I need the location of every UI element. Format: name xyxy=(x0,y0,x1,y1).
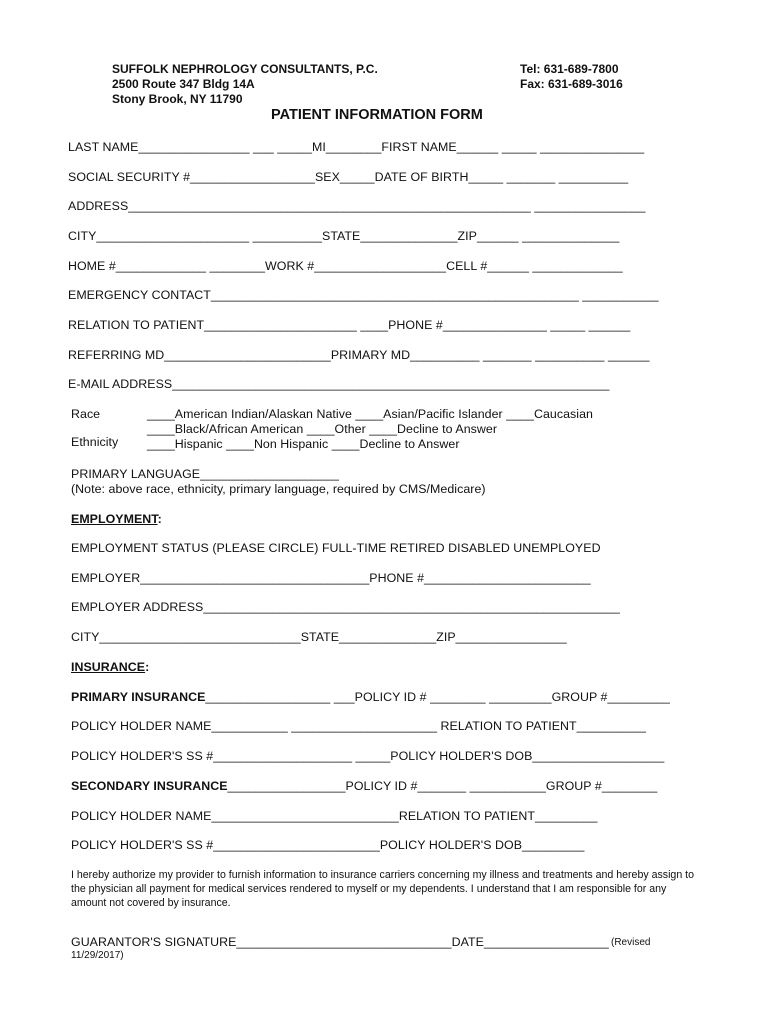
primary-holder-ss-dob-row[interactable]: POLICY HOLDER'S SS #____________________ _____POLICY HOLDER'S DOB___________________ xyxy=(71,749,665,763)
race-options-line2[interactable]: ____Black/African American ____Other ____Decline to Answer xyxy=(147,422,498,436)
guarantor-signature-row[interactable]: GUARANTOR'S SIGNATURE_______________________________DATE__________________ xyxy=(71,935,609,949)
name-fields-row[interactable]: LAST NAME________________ ___ _____MI________FIRST NAME______ _____ _______________ xyxy=(68,140,645,154)
emergency-contact-row[interactable]: EMERGENCY CONTACT_____________________________________________________ ___________ xyxy=(68,288,659,302)
insurance-heading-text: INSURANCE xyxy=(71,660,146,674)
race-options-line1[interactable]: ____American Indian/Alaskan Native ____Asian/Pacific Islander ____Caucasian xyxy=(147,407,593,421)
ethnicity-label: Ethnicity xyxy=(71,435,119,449)
revised-label: (Revised xyxy=(611,937,651,948)
address-row[interactable]: ADDRESS__________________________________________________________ ________________ xyxy=(68,199,646,213)
primary-insurance-label: PRIMARY INSURANCE xyxy=(71,690,206,704)
employment-heading-text: EMPLOYMENT xyxy=(71,512,158,526)
insurance-heading-colon: : xyxy=(145,660,150,674)
email-row[interactable]: E-MAIL ADDRESS_______________________________________________________________ xyxy=(68,377,610,391)
practice-address-line1: 2500 Route 347 Bldg 14A xyxy=(112,77,255,91)
practice-name: SUFFOLK NEPHROLOGY CONSULTANTS, P.C. xyxy=(112,62,378,76)
primary-language-row[interactable]: PRIMARY LANGUAGE____________________ xyxy=(71,467,339,481)
relation-phone-row[interactable]: RELATION TO PATIENT______________________ ____PHONE #_______________ _____ ______ xyxy=(68,318,631,332)
phone-numbers-row[interactable]: HOME #_____________ ________WORK #___________________CELL #______ _____________ xyxy=(68,259,623,273)
primary-insurance-row[interactable] xyxy=(71,690,670,704)
insurance-heading xyxy=(71,660,149,674)
referring-primary-md-row[interactable]: REFERRING MD________________________PRIMARY MD__________ _______ __________ ______ xyxy=(68,348,650,362)
cms-note: (Note: above race, ethnicity, primary language, required by CMS/Medicare) xyxy=(71,482,486,496)
authorization-statement: I hereby authorize my provider to furnish information to insurance carriers concerning my illness and treatments and hereby assign to the physician all payment for medical services rendered to myself or my dependents. I understand that I am responsible for any amount not covered by insurance. xyxy=(71,869,694,909)
ethnicity-options[interactable]: ____Hispanic ____Non Hispanic ____Decline to Answer xyxy=(147,437,460,451)
form-title: PATIENT INFORMATION FORM xyxy=(271,107,483,123)
practice-address-line2: Stony Brook, NY 11790 xyxy=(112,92,243,106)
employment-heading xyxy=(71,512,162,526)
primary-insurance-fields[interactable]: __________________ ___POLICY ID # ________ _________GROUP #_________ xyxy=(205,690,670,704)
practice-phone: Tel: 631-689-7800 xyxy=(520,62,619,76)
secondary-insurance-fields[interactable]: _________________POLICY ID #_______ ___________GROUP #________ xyxy=(227,779,658,793)
revised-date: 11/29/2017) xyxy=(71,950,124,961)
city-state-zip-row[interactable]: CITY______________________ __________STATE______________ZIP______ ______________ xyxy=(68,229,620,243)
employer-city-state-zip-row[interactable]: CITY_____________________________STATE______________ZIP________________ xyxy=(71,630,567,644)
employer-phone-row[interactable]: EMPLOYER_________________________________PHONE #________________________ xyxy=(71,571,591,585)
secondary-insurance-label: SECONDARY INSURANCE xyxy=(71,779,228,793)
secondary-holder-name-row[interactable]: POLICY HOLDER NAME___________________________RELATION TO PATIENT_________ xyxy=(71,809,598,823)
race-label: Race xyxy=(71,407,101,421)
employment-heading-colon: : xyxy=(157,512,162,526)
employment-status-row[interactable]: EMPLOYMENT STATUS (PLEASE CIRCLE) FULL-TIME RETIRED DISABLED UNEMPLOYED xyxy=(71,541,601,555)
employer-address-row[interactable]: EMPLOYER ADDRESS____________________________________________________________ xyxy=(71,600,620,614)
secondary-holder-ss-dob-row[interactable]: POLICY HOLDER'S SS #________________________POLICY HOLDER'S DOB_________ xyxy=(71,838,585,852)
practice-fax: Fax: 631-689-3016 xyxy=(520,77,623,91)
secondary-insurance-row[interactable] xyxy=(71,779,657,793)
primary-holder-name-row[interactable]: POLICY HOLDER NAME___________ _____________________ RELATION TO PATIENT__________ xyxy=(71,719,647,733)
ssn-sex-dob-row[interactable]: SOCIAL SECURITY #__________________SEX_____DATE OF BIRTH_____ _______ __________ xyxy=(68,170,629,184)
